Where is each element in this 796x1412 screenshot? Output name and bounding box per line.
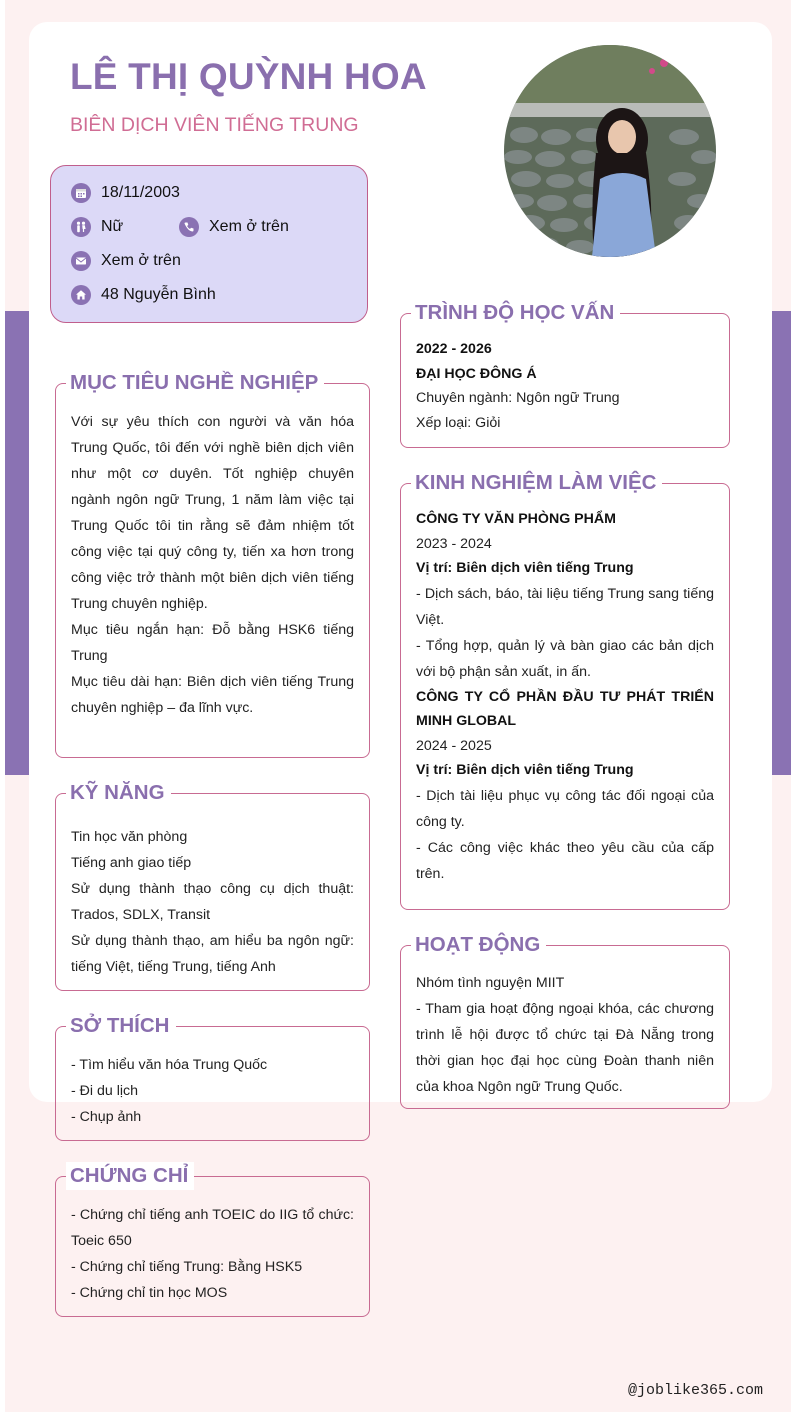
job-period: 2024 - 2025 (416, 737, 492, 754)
home-icon (71, 285, 91, 305)
skill-item: Sử dụng thành thạo, am hiểu ba ngôn ngữ: tiếng Việt, tiếng Trung, tiếng Anh (71, 933, 354, 975)
job-position: Vị trí: Biên dịch viên tiếng Trung (416, 560, 634, 576)
avatar (504, 45, 716, 257)
calendar-icon (71, 183, 91, 203)
certificates-heading: CHỨNG CHỈ (66, 1162, 194, 1190)
hobbies-heading: SỞ THÍCH (66, 1012, 176, 1040)
gender-row (71, 217, 123, 237)
gender: Nữ (101, 218, 124, 235)
hobby-item: - Chụp ảnh (71, 1109, 142, 1125)
skill-item: Tiếng anh giao tiếp (71, 855, 192, 871)
education-grade: Xếp loại: Giỏi (416, 414, 501, 431)
hobby-item: - Đi du lịch (71, 1083, 139, 1099)
career-goal-section (55, 371, 370, 758)
contact-box (50, 165, 368, 323)
skill-item: Sử dụng thành thạo công cụ dịch thuật: Trados, SDLX, Transit (71, 881, 354, 923)
school-name: ĐẠI HỌC ĐÔNG Á (416, 365, 537, 382)
experience-heading: KINH NGHIỆM LÀM VIỆC (411, 469, 662, 497)
short-term-goal: Mục tiêu ngắn hạn: Đỗ bằng HSK6 tiếng Trung (71, 622, 354, 664)
candidate-title: BIÊN DỊCH VIÊN TIẾNG TRUNG (70, 114, 359, 136)
email: Xem ở trên (101, 252, 181, 269)
job-duty: - Dịch tài liệu phục vụ công tác đối ngoại của công ty. (416, 787, 714, 830)
activities-section (400, 933, 730, 1109)
gender-icon (71, 217, 91, 237)
left-accent-band (5, 311, 29, 775)
certificate-item: - Chứng chỉ tiếng anh TOEIC do IIG tổ chức: Toeic 650 (71, 1207, 354, 1249)
certificate-item: - Chứng chỉ tiếng Trung: Bằng HSK5 (71, 1259, 303, 1275)
experience-section (400, 471, 730, 910)
job-position: Vị trí: Biên dịch viên tiếng Trung (416, 762, 634, 778)
candidate-name: LÊ THỊ QUỲNH HOA (70, 56, 427, 97)
certificate-item: - Chứng chỉ tin học MOS (71, 1285, 228, 1301)
certificates-section (55, 1164, 370, 1317)
activity-org: Nhóm tình nguyện MIIT (416, 975, 565, 991)
address: 48 Nguyễn Bình (101, 286, 216, 303)
birth-date-row (71, 183, 180, 203)
career-goal-text: Với sự yêu thích con người và văn hóa Trung Quốc, tôi đến với nghề biên dịch viên như một cơ duyên. Tốt nghiệp chuyên ngành ngôn ngữ Trung, 1 năm làm việc tại Trung Quốc tôi tin rằng sẽ đảm nhiệm tốt công việc tại quý công ty, tiến xa hơn trong công việc trở thành một biên dịch viên tiếng Trung chuyên nghiệp. (71, 414, 354, 612)
activities-heading: HOẠT ĐỘNG (411, 931, 546, 959)
job-period: 2023 - 2024 (416, 535, 492, 552)
education-heading: TRÌNH ĐỘ HỌC VẤN (411, 299, 620, 327)
email-row (71, 251, 181, 271)
hobbies-section (55, 1014, 370, 1141)
job-company: CÔNG TY CỔ PHẦN ĐẦU TƯ PHÁT TRIỂN MINH GLOBAL (416, 688, 714, 729)
watermark: @joblike365.com (628, 1382, 764, 1399)
activity-description: - Tham gia hoạt động ngoại khóa, các chương trình lễ hội được tổ chức tại Đà Nẵng trong thời gian học đại học cùng Đoàn thanh niên của khoa Ngôn ngữ Trung Quốc. (416, 1001, 714, 1095)
hobby-item: - Tìm hiểu văn hóa Trung Quốc (71, 1057, 268, 1073)
education-period: 2022 - 2026 (416, 341, 492, 357)
skill-item: Tin học văn phòng (71, 829, 188, 845)
job-duty: - Dịch sách, báo, tài liệu tiếng Trung sang tiếng Việt. (416, 585, 714, 628)
job-duty: - Các công việc khác theo yêu cầu của cấp trên. (416, 839, 714, 882)
phone-row (179, 217, 289, 237)
phone: Xem ở trên (209, 218, 289, 235)
career-goal-heading: MỤC TIÊU NGHỀ NGHIỆP (66, 369, 324, 397)
address-row (71, 285, 216, 305)
job-duty: - Tổng hợp, quản lý và bàn giao các bản dịch với bộ phận sản xuất, in ấn. (416, 637, 714, 680)
long-term-goal: Mục tiêu dài hạn: Biên dịch viên tiếng Trung chuyên nghiệp – đa lĩnh vực. (71, 674, 354, 716)
job-company: CÔNG TY VĂN PHÒNG PHẨM (416, 511, 616, 527)
mail-icon (71, 251, 91, 271)
cv-page (5, 0, 791, 1412)
education-major: Chuyên ngành: Ngôn ngữ Trung (416, 390, 620, 406)
phone-icon (179, 217, 199, 237)
skills-section (55, 781, 370, 991)
skills-heading: KỸ NĂNG (66, 779, 171, 807)
education-section (400, 301, 730, 448)
birth-date: 18/11/2003 (101, 184, 180, 201)
